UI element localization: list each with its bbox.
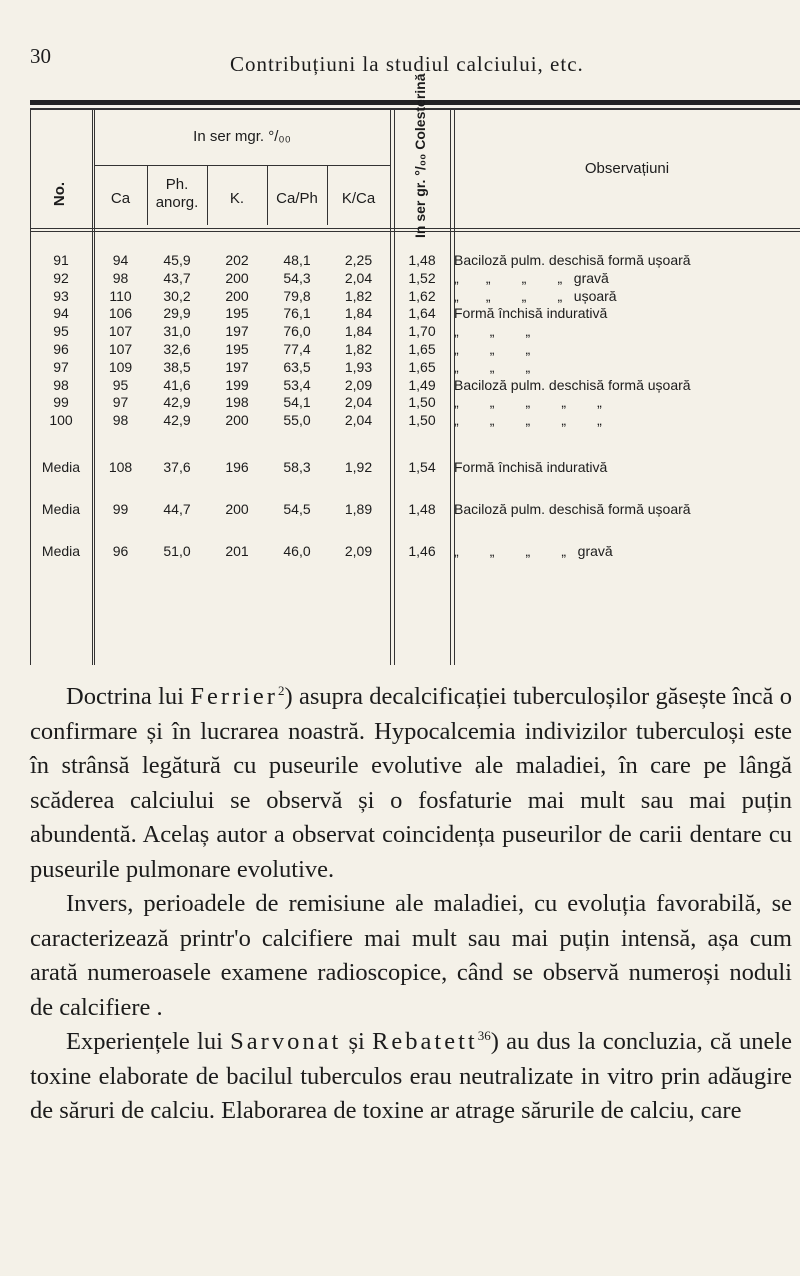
cell-col: 1,48 xyxy=(408,501,436,517)
cell-ca: 110 xyxy=(109,287,132,304)
cell-observatii: Formă închisă indurativă xyxy=(454,459,608,475)
header-ph-line1: Ph. xyxy=(165,176,189,193)
col-divider xyxy=(450,110,451,665)
footnote-ref: 2 xyxy=(277,682,285,698)
cell-ca: 108 xyxy=(108,459,133,475)
cell-ph: 38,5 xyxy=(163,358,191,375)
p3-text-a: Experiențele lui xyxy=(66,1028,231,1055)
cell-k: 195 xyxy=(225,341,249,357)
cell-observatii: „ „ „ „ ușoară xyxy=(454,287,617,304)
p1-text-b: ) asupra decalcificației tuberculoșilor găsește încă o confirmare și în lucrarea noastră. Hypocalcemia indivizilor tuberculoși este în strânsă legătură cu puseurile evolutive ale maladiei, în care pe lângă scăderea calciului se observă și o fosfaturie mai mult sau mai puțin abundentă. Acelaș autor a observat coincidența puseurilor de carii dentare cu puseurile pulmonare evolutive. xyxy=(30,683,793,883)
row-label: Media xyxy=(41,459,81,475)
cell-kca: 1,89 xyxy=(344,501,373,517)
header-ca-ph: Ca/Ph xyxy=(276,190,318,207)
cell-caph: 54,5 xyxy=(283,501,311,517)
cell-ph: 51,0 xyxy=(163,543,191,559)
row-label: 94 xyxy=(53,305,69,322)
row-label: 95 xyxy=(53,323,69,340)
cell-kca: 2,04 xyxy=(344,269,373,286)
paragraph-3 xyxy=(30,1025,792,1129)
cell-k: 202 xyxy=(225,252,249,268)
cell-kca: 2,09 xyxy=(344,543,373,559)
cell-observatii: Baciloză pulm. deschisă formă ușoară xyxy=(454,376,691,393)
cell-caph: 55,0 xyxy=(283,412,311,429)
row-label: 92 xyxy=(53,269,69,286)
cell-ca: 106 xyxy=(108,305,133,322)
cell-ca: 99 xyxy=(112,501,129,517)
cell-k: 197 xyxy=(225,358,249,375)
cell-kca: 1,84 xyxy=(344,305,373,322)
header-group: In ser mgr. °/₀₀ xyxy=(193,128,291,145)
cell-observatii: „ „ „ „ „ xyxy=(454,394,602,411)
header-k-ca: K/Ca xyxy=(341,190,376,207)
footnote-ref: 36 xyxy=(477,1027,491,1043)
cell-observatii: „ „ „ „ „ xyxy=(454,412,602,429)
paragraph-1 xyxy=(30,680,792,887)
cell-col: 1,46 xyxy=(408,543,436,559)
cell-caph: 63,5 xyxy=(283,358,311,375)
cell-k: 200 xyxy=(225,269,249,286)
cell-caph: 79,8 xyxy=(283,287,311,304)
cell-caph: 58,3 xyxy=(283,459,311,475)
cell-k: 200 xyxy=(225,501,249,517)
cell-ca: 97 xyxy=(112,394,129,411)
cell-col: 1,64 xyxy=(408,305,436,322)
cell-ph: 41,6 xyxy=(163,376,191,393)
cell-col: 1,62 xyxy=(408,287,436,304)
cell-observatii: Formă închisă indurativă xyxy=(454,305,608,322)
cell-kca: 1,92 xyxy=(344,459,373,475)
row-label: Media xyxy=(41,501,81,517)
cell-k: 196 xyxy=(225,459,249,475)
cell-kca: 2,04 xyxy=(344,412,373,429)
cell-col: 1,48 xyxy=(408,252,436,268)
cell-ph: 42,9 xyxy=(163,394,191,411)
cell-col: 1,50 xyxy=(408,394,436,411)
header-ph-line2: anorg. xyxy=(155,194,199,211)
row-label: Media xyxy=(41,543,81,559)
cell-caph: 54,3 xyxy=(283,269,311,286)
page-number: 30 xyxy=(30,44,51,68)
cell-ca: 98 xyxy=(112,412,129,429)
cell-kca: 2,04 xyxy=(344,394,373,411)
cell-ca: 98 xyxy=(112,269,129,286)
cell-ph: 42,9 xyxy=(163,412,191,429)
row-label: 93 xyxy=(53,287,69,304)
cell-k: 195 xyxy=(225,305,249,322)
row-label: 100 xyxy=(49,412,73,429)
cell-ph: 29,9 xyxy=(163,305,191,322)
p3-and: și xyxy=(341,1028,373,1055)
data-table xyxy=(30,73,800,665)
col-divider xyxy=(390,110,391,665)
cell-kca: 1,84 xyxy=(344,323,373,340)
cell-ph: 44,7 xyxy=(163,501,191,517)
row-label: 98 xyxy=(53,376,69,393)
cell-observatii: „ „ „ „ gravă xyxy=(454,543,613,559)
cell-col: 1,65 xyxy=(408,358,436,375)
author-ferrier: Ferrier xyxy=(190,683,278,710)
header-observatii: Observațiuni xyxy=(584,160,670,177)
cell-k: 197 xyxy=(225,323,249,340)
body-text xyxy=(30,680,792,1129)
cell-observatii: Baciloză pulm. deschisă formă ușoară xyxy=(454,252,691,268)
running-head: Contribuțiuni la studiul calciului, etc. xyxy=(230,52,584,76)
cell-ph: 32,6 xyxy=(163,341,191,357)
row-label: 91 xyxy=(53,252,69,268)
cell-ca: 95 xyxy=(112,376,129,393)
header-rule xyxy=(94,165,390,166)
row-label: 97 xyxy=(53,358,69,375)
cell-ca: 107 xyxy=(108,323,133,340)
cell-kca: 1,93 xyxy=(344,358,373,375)
cell-k: 201 xyxy=(225,543,249,559)
cell-ca: 109 xyxy=(108,358,133,375)
header-colesterina: In ser gr. °/₀₀ Colesterină xyxy=(412,73,428,238)
cell-ca: 94 xyxy=(112,252,129,268)
cell-kca: 2,25 xyxy=(344,252,373,268)
cell-kca: 1,82 xyxy=(344,287,373,304)
cell-k: 199 xyxy=(225,376,249,393)
cell-observatii: Baciloză pulm. deschisă formă ușoară xyxy=(454,501,691,517)
header-no: No. xyxy=(51,181,68,207)
author-sarvonat: Sarvonat xyxy=(230,1028,342,1055)
cell-caph: 46,0 xyxy=(283,543,311,559)
cell-col: 1,54 xyxy=(408,459,436,475)
cell-col: 1,65 xyxy=(408,341,436,357)
cell-caph: 77,4 xyxy=(283,341,311,357)
cell-kca: 2,09 xyxy=(344,376,373,393)
row-label: 99 xyxy=(53,394,69,411)
cell-caph: 53,4 xyxy=(283,376,311,393)
paragraph-2: Invers, perioadele de remisiune ale maladiei, cu evoluția favorabilă, se caracterizează printr'o calcifiere mai mult sau mai puțin intensă, așa cum arată numeroasele examene radioscopice, când se observă numeroși noduli de calcifiere . xyxy=(30,890,792,1021)
cell-caph: 48,1 xyxy=(283,252,311,268)
p3-text-b: ) au dus la concluzia, că unele toxine elaborate de bacilul tuberculos erau neutralizate in vitro prin adăugire de săruri de calciu. Elaborarea de toxine ar atrage sărurile de calciu, care xyxy=(30,1028,793,1124)
cell-ph: 31,0 xyxy=(163,323,191,340)
cell-ph: 30,2 xyxy=(163,287,191,304)
header-ca: Ca xyxy=(110,190,131,207)
cell-ph: 45,9 xyxy=(163,252,191,268)
col-divider xyxy=(92,110,93,665)
cell-ph: 37,6 xyxy=(163,459,191,475)
author-rebatett: Rebatett xyxy=(372,1028,478,1055)
cell-observatii: „ „ „ xyxy=(454,358,531,375)
cell-kca: 1,82 xyxy=(344,341,373,357)
cell-observatii: „ „ „ „ gravă xyxy=(454,269,609,286)
header-ph xyxy=(147,176,207,212)
cell-col: 1,49 xyxy=(408,376,436,393)
cell-observatii: „ „ „ xyxy=(454,323,531,340)
cell-ca: 107 xyxy=(108,341,133,357)
cell-caph: 76,1 xyxy=(283,305,311,322)
cell-col: 1,50 xyxy=(408,412,436,429)
cell-k: 200 xyxy=(225,412,249,429)
cell-col: 1,70 xyxy=(408,323,436,340)
cell-ca: 96 xyxy=(112,543,129,559)
p1-text-a: Doctrina lui xyxy=(66,683,191,710)
header-k: K. xyxy=(229,190,245,207)
cell-col: 1,52 xyxy=(408,269,436,286)
cell-k: 200 xyxy=(225,287,249,304)
cell-ph: 43,7 xyxy=(163,269,191,286)
cell-caph: 76,0 xyxy=(283,323,311,340)
cell-observatii: „ „ „ xyxy=(454,341,531,357)
cell-k: 198 xyxy=(225,394,249,411)
cell-caph: 54,1 xyxy=(283,394,311,411)
row-label: 96 xyxy=(53,341,69,357)
